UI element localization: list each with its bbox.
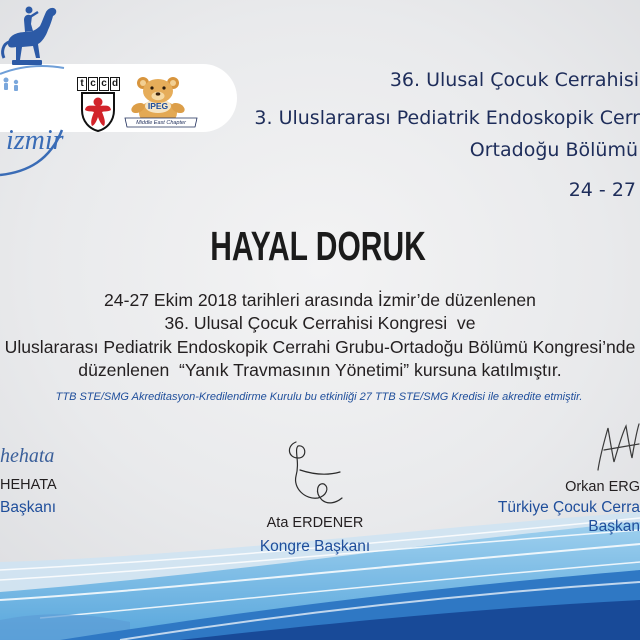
signatory-name: HEHATA xyxy=(0,477,57,493)
tccd-letter: d xyxy=(111,78,119,89)
recipient-name: HAYAL DORUK xyxy=(210,225,426,270)
tccd-letter: t xyxy=(77,77,87,91)
signatory-name: Orkan ERG xyxy=(565,479,640,495)
congress-title-line: Ortadoğu Bölümü xyxy=(469,139,638,161)
signature-right xyxy=(594,416,640,474)
tccd-letter: c xyxy=(99,77,109,91)
congress-title-line: 36. Ulusal Çocuk Cerrahisi xyxy=(389,69,639,91)
signature-middle xyxy=(280,436,350,508)
congress-dates: 24 - 27 xyxy=(568,179,636,201)
city-logo-text: izmir xyxy=(6,125,64,156)
signatory-title: Türkiye Çocuk Cerra xyxy=(497,499,640,516)
signatory-title: Başkan xyxy=(588,518,640,535)
tccd-child-figure-icon xyxy=(78,92,118,132)
signature-left: hehata xyxy=(0,445,55,467)
tccd-logo-letters xyxy=(77,77,120,91)
certificate-body-line: 24-27 Ekim 2018 tarihleri arasında İzmir’de düzenlenen xyxy=(104,290,536,310)
tccd-letter: c xyxy=(88,77,98,91)
accreditation-note: TTB STE/SMG Akreditasyon-Kredilendirme Kurulu bu etkinliği 27 TTB STE/SMG Kredisi ile akredite etmiştir. xyxy=(55,391,583,403)
certificate-body-line: 36. Ulusal Çocuk Cerrahisi Kongresi ve xyxy=(164,313,476,333)
ipeg-ribbon-text: Middle East Chapter xyxy=(136,119,186,126)
congress-title-line: 3. Uluslararası Pediatrik Endoskopik Cerr xyxy=(254,107,640,129)
horse-rider-statue-icon xyxy=(0,0,70,100)
signatory-name: Ata ERDENER xyxy=(266,515,364,531)
ipeg-logo-text: IPEG xyxy=(147,101,169,111)
certificate-body-line: düzenlenen “Yanık Travmasının Yönetimi” kursuna katılmıştır. xyxy=(78,360,562,380)
certificate-body-line: Uluslararası Pediatrik Endoskopik Cerrahi Grubu-Ortadoğu Bölümü Kongresi’nde xyxy=(4,337,636,357)
signatory-title: Başkanı xyxy=(0,499,57,516)
signatory-title: Kongre Başkanı xyxy=(259,538,371,555)
